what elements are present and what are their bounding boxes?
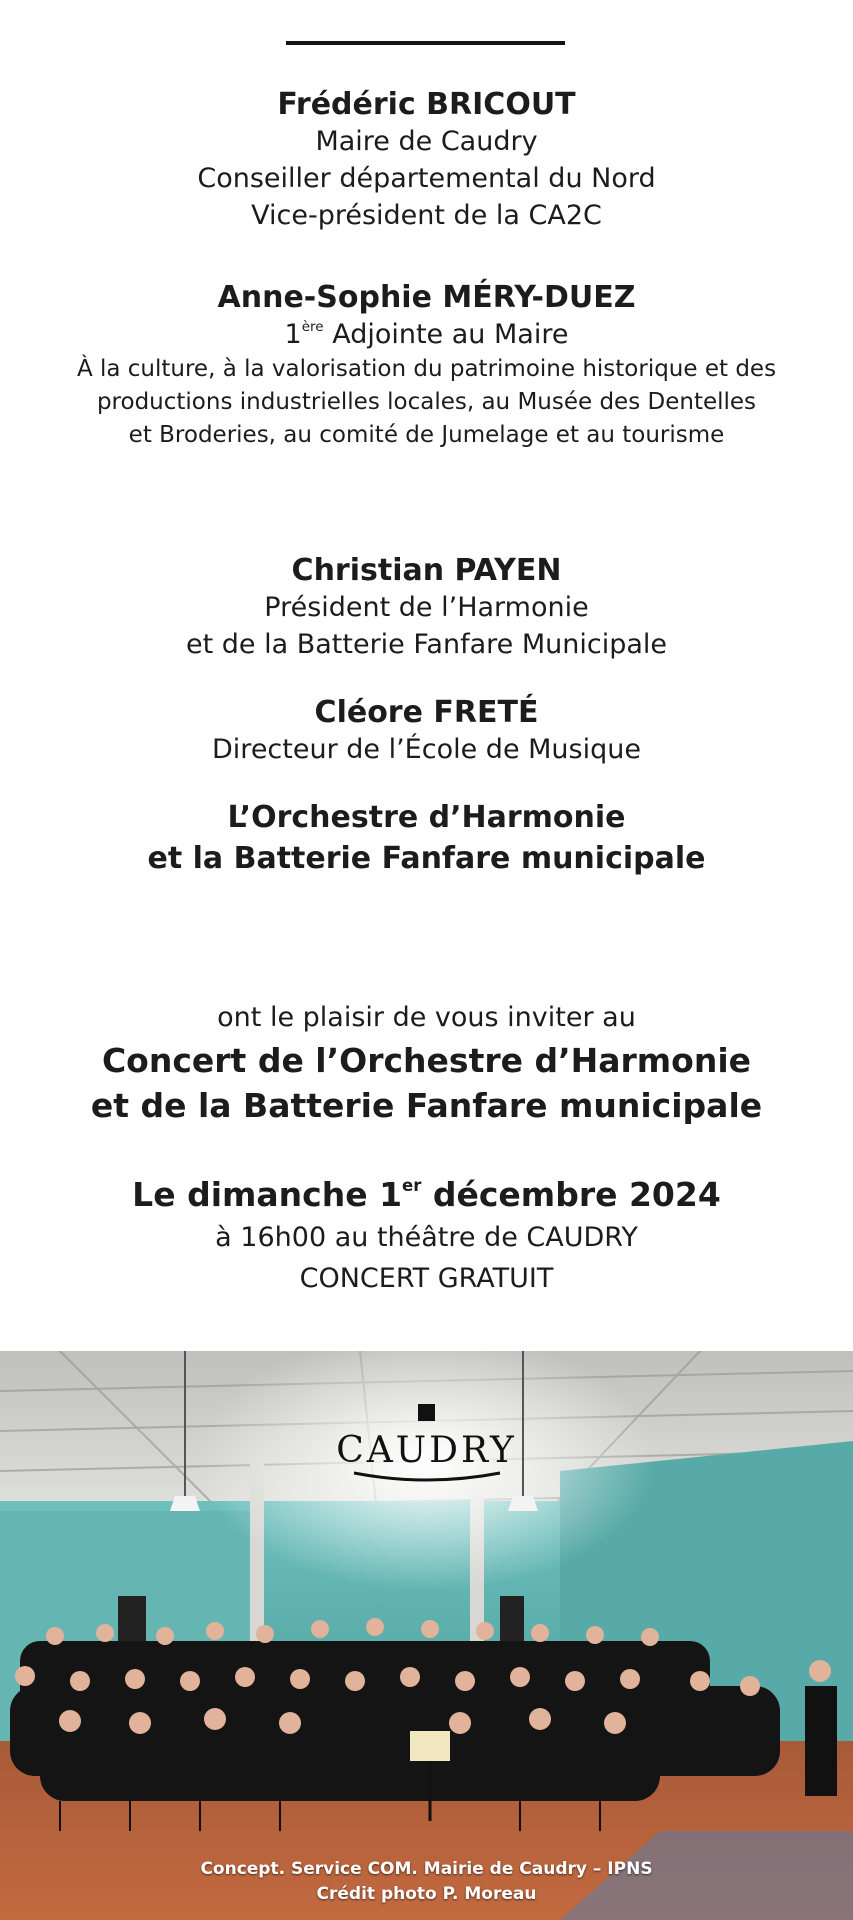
event-details [0, 1173, 853, 1299]
signatory-description: et Broderies, au comité de Jumelage et au tourisme [128, 422, 725, 448]
signatory-name: Frédéric BRICOUT [277, 87, 576, 122]
orchestra-line: L’Orchestre d’Harmonie [227, 800, 626, 835]
signatory-title: et de la Batterie Fanfare Municipale [185, 629, 668, 660]
signatory-title: Maire de Caudry [315, 126, 538, 157]
logo-square-icon [418, 1404, 435, 1421]
caudry-logo [0, 1404, 853, 1485]
credit-concept: Concept. Service COM. Mairie de Caudry – IPNS [200, 1859, 653, 1879]
signatory-title: Président de l’Harmonie [264, 592, 589, 623]
signatory-frete [0, 694, 853, 768]
invitation-intro: ont le plaisir de vous inviter au [217, 1002, 636, 1033]
logo-text: CAUDRY [336, 1430, 517, 1471]
signatory-name: Anne-Sophie MÉRY-DUEZ [217, 280, 636, 315]
signatory-mery-duez [0, 279, 853, 452]
signatory-payen [0, 552, 853, 663]
top-divider [286, 41, 565, 45]
signatory-title: Vice-président de la CA2C [251, 200, 602, 231]
credit-photo: Crédit photo P. Moreau [316, 1884, 537, 1904]
event-title: Concert de l’Orchestre d’Harmonie [101, 1041, 752, 1080]
signatory-title: Directeur de l’École de Musique [212, 734, 641, 765]
event-time-place: à 16h00 au théâtre de CAUDRY [215, 1222, 638, 1253]
invitation [0, 997, 853, 1128]
logo-swoosh-icon [352, 1471, 502, 1485]
event-date: Le dimanche 1er décembre 2024 [132, 1175, 721, 1214]
signatory-description: productions industrielles locales, au Musée des Dentelles [96, 389, 757, 415]
orchestra-signatory [0, 797, 853, 879]
orchestra-line: et la Batterie Fanfare municipale [147, 841, 706, 876]
signatory-name: Cléore FRETÉ [314, 695, 539, 730]
signatory-title: Conseiller départemental du Nord [197, 163, 656, 194]
event-title: et de la Batterie Fanfare municipale [90, 1086, 763, 1125]
signatory-title: 1ère Adjointe au Maire [284, 318, 569, 350]
signatory-bricout [0, 86, 853, 234]
signatory-description: À la culture, à la valorisation du patrimoine historique et des [76, 356, 777, 382]
photo-credits [0, 1857, 853, 1907]
signatory-name: Christian PAYEN [291, 553, 562, 588]
event-price: CONCERT GRATUIT [299, 1263, 554, 1294]
